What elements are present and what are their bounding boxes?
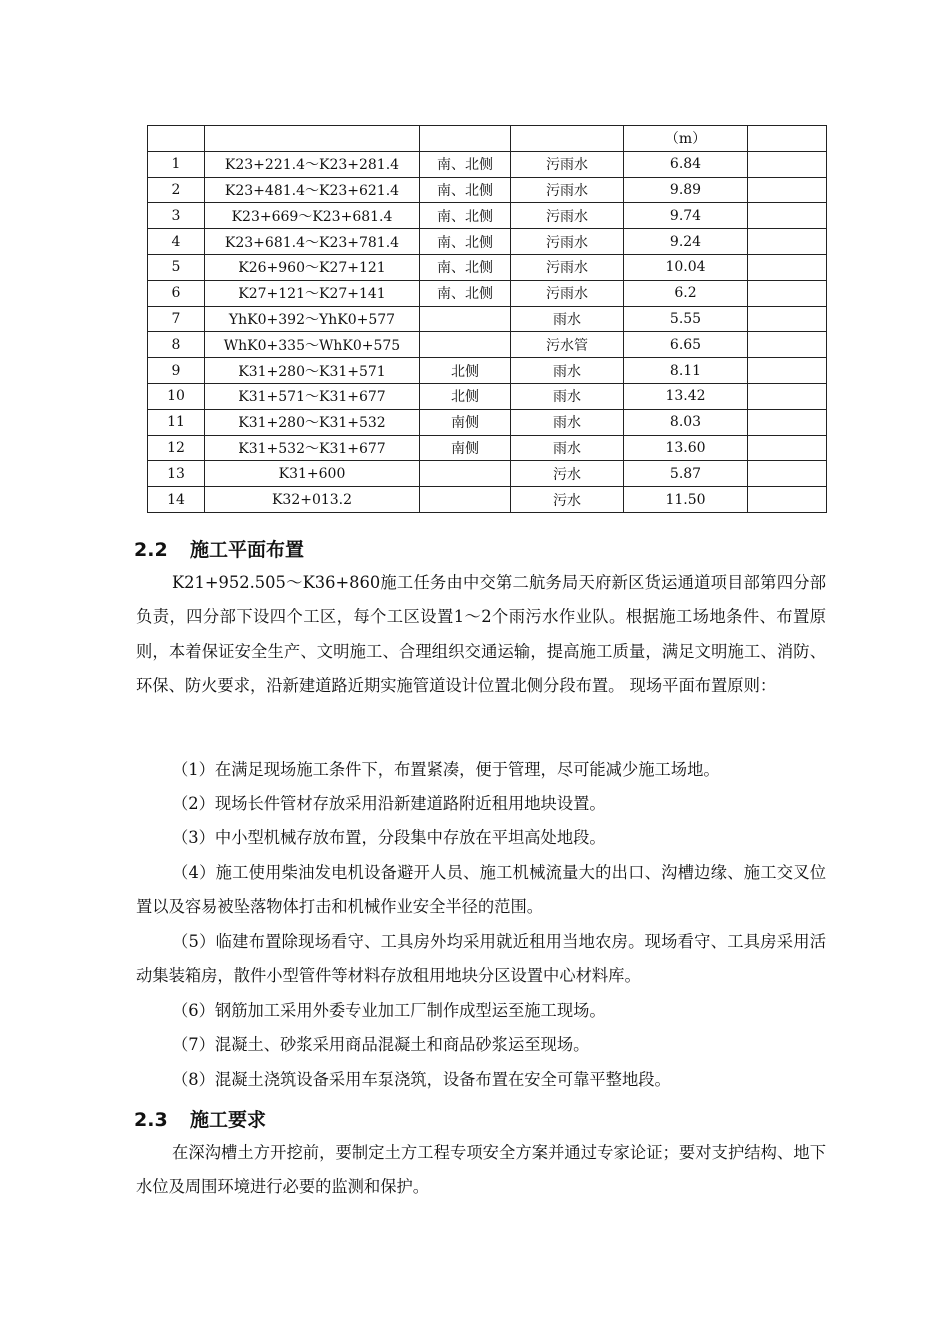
side-position: 南侧 (420, 409, 511, 435)
section-number: 2.2 (134, 539, 168, 561)
trench-depth: 13.60 (624, 435, 748, 461)
side-position (420, 487, 511, 513)
table-cell (748, 306, 827, 332)
side-position (420, 332, 511, 358)
table-cell (748, 229, 827, 255)
trench-depth: 8.11 (624, 358, 748, 384)
list-item: （3）中小型机械存放布置，分段集中存放在平坦高处地段。 (172, 828, 606, 847)
table-cell (748, 254, 827, 280)
list-item: （6）钢筋加工采用外委专业加工厂制作成型运至施工现场。 (172, 1001, 606, 1020)
table-row (148, 409, 827, 435)
station-range: K31+280～K31+532 (205, 409, 420, 435)
trench-table (147, 125, 827, 513)
table-cell (748, 203, 827, 229)
side-position (420, 461, 511, 487)
row-number: 3 (148, 203, 205, 229)
pipe-type: 污水 (511, 461, 624, 487)
station-range: YhK0+392～YhK0+577 (205, 306, 420, 332)
side-position: 南、北侧 (420, 280, 511, 306)
table-cell (420, 126, 511, 152)
row-number: 7 (148, 306, 205, 332)
trench-depth: 8.03 (624, 409, 748, 435)
trench-depth: 9.89 (624, 177, 748, 203)
side-position: 南、北侧 (420, 177, 511, 203)
station-range: K23+481.4～K23+621.4 (205, 177, 420, 203)
side-position: 南、北侧 (420, 229, 511, 255)
trench-depth: 6.2 (624, 280, 748, 306)
pipe-type: 污雨水 (511, 280, 624, 306)
table-cell (748, 126, 827, 152)
section-title: 施工平面布置 (190, 539, 305, 561)
table-row (148, 280, 827, 306)
row-number: 10 (148, 383, 205, 409)
table-cell (748, 280, 827, 306)
list-item: （4）施工使用柴油发电机设备避开人员、施工机械流量大的出口、沟槽边缘、施工交叉位置以及容易被坠落物体打击和机械作业安全半径的范围。 (136, 863, 826, 917)
header-unit: （m） (624, 126, 748, 152)
pipe-type: 雨水 (511, 383, 624, 409)
table-row (148, 306, 827, 332)
pipe-type: 污雨水 (511, 254, 624, 280)
pipe-type: 污水 (511, 487, 624, 513)
table-row (148, 151, 827, 177)
table-cell (748, 358, 827, 384)
row-number: 11 (148, 409, 205, 435)
section-intro-paragraph: K21+952.505～K36+860施工任务由中交第二航务局天府新区货运通道项目部第四分部负责，四分部下设四个工区，每个工区设置1～2个雨污水作业队。根据施工场地条件、布置原则，本着保证安全生产、文明施工、合理组织交通运输，提高施工质量，满足文明施工、消防、环保、防火要求，沿新建道路近期实施管道设计位置北侧分段布置。 现场平面布置原则： (136, 573, 826, 695)
side-position: 北侧 (420, 358, 511, 384)
trench-depth: 6.65 (624, 332, 748, 358)
list-item: （1）在满足现场施工条件下，布置紧凑，便于管理，尽可能减少施工场地。 (172, 760, 720, 779)
station-range: K31+280～K31+571 (205, 358, 420, 384)
list-item: （5）临建布置除现场看守、工具房外均采用就近租用当地农房。现场看守、工具房采用活动集装箱房，散件小型管件等材料存放租用地块分区设置中心材料库。 (136, 932, 826, 986)
pipe-type: 污雨水 (511, 151, 624, 177)
table-row (148, 461, 827, 487)
row-number: 12 (148, 435, 205, 461)
row-number: 13 (148, 461, 205, 487)
side-position: 南、北侧 (420, 151, 511, 177)
trench-depth: 5.55 (624, 306, 748, 332)
section-heading-2-3 (134, 1105, 266, 1132)
table-cell (205, 126, 420, 152)
list-item: （7）混凝土、砂浆采用商品混凝土和商品砂浆运至现场。 (172, 1035, 590, 1054)
station-range: WhK0+335～WhK0+575 (205, 332, 420, 358)
side-position: 南侧 (420, 435, 511, 461)
row-number: 4 (148, 229, 205, 255)
table-cell (748, 177, 827, 203)
row-number: 5 (148, 254, 205, 280)
station-range: K31+600 (205, 461, 420, 487)
pipe-type: 污雨水 (511, 177, 624, 203)
list-item: （8）混凝土浇筑设备采用车泵浇筑，设备布置在安全可靠平整地段。 (172, 1070, 671, 1089)
table-cell (748, 151, 827, 177)
trench-depth: 5.87 (624, 461, 748, 487)
side-position: 南、北侧 (420, 254, 511, 280)
trench-depth: 10.04 (624, 254, 748, 280)
table-cell (148, 126, 205, 152)
side-position (420, 306, 511, 332)
list-item: （2）现场长件管材存放采用沿新建道路附近租用地块设置。 (172, 794, 606, 813)
table-cell (748, 487, 827, 513)
table-cell (748, 461, 827, 487)
section-body-paragraph: 在深沟槽土方开挖前，要制定土方工程专项安全方案并通过专家论证；要对支护结构、地下水位及周围环境进行必要的监测和保护。 (136, 1143, 826, 1197)
row-number: 2 (148, 177, 205, 203)
row-number: 8 (148, 332, 205, 358)
trench-depth: 9.74 (624, 203, 748, 229)
pipe-type: 污水管 (511, 332, 624, 358)
station-range: K31+532～K31+677 (205, 435, 420, 461)
table-row (148, 358, 827, 384)
row-number: 6 (148, 280, 205, 306)
trench-depth: 13.42 (624, 383, 748, 409)
station-range: K23+221.4～K23+281.4 (205, 151, 420, 177)
table-row (148, 487, 827, 513)
table-row (148, 435, 827, 461)
station-range: K23+669～K23+681.4 (205, 203, 420, 229)
side-position: 南、北侧 (420, 203, 511, 229)
station-range: K32+013.2 (205, 487, 420, 513)
table-cell (748, 435, 827, 461)
table-row (148, 332, 827, 358)
side-position: 北侧 (420, 383, 511, 409)
trench-table-body (148, 126, 827, 513)
pipe-type: 雨水 (511, 435, 624, 461)
pipe-type: 污雨水 (511, 203, 624, 229)
table-cell (748, 409, 827, 435)
table-row (148, 177, 827, 203)
row-number: 1 (148, 151, 205, 177)
section-number: 2.3 (134, 1109, 168, 1131)
pipe-type: 雨水 (511, 358, 624, 384)
station-range: K23+681.4～K23+781.4 (205, 229, 420, 255)
table-cell (748, 383, 827, 409)
table-cell (748, 332, 827, 358)
row-number: 14 (148, 487, 205, 513)
trench-depth: 6.84 (624, 151, 748, 177)
station-range: K26+960～K27+121 (205, 254, 420, 280)
table-row (148, 254, 827, 280)
station-range: K27+121～K27+141 (205, 280, 420, 306)
section-title: 施工要求 (190, 1109, 267, 1131)
row-number: 9 (148, 358, 205, 384)
table-row (148, 383, 827, 409)
pipe-type: 雨水 (511, 409, 624, 435)
station-range: K31+571～K31+677 (205, 383, 420, 409)
pipe-type: 污雨水 (511, 229, 624, 255)
trench-depth: 11.50 (624, 487, 748, 513)
pipe-type: 雨水 (511, 306, 624, 332)
section-heading-2-2 (134, 535, 304, 562)
table-row (148, 203, 827, 229)
table-cell (511, 126, 624, 152)
table-header-row (148, 126, 827, 152)
table-row (148, 229, 827, 255)
trench-depth: 9.24 (624, 229, 748, 255)
